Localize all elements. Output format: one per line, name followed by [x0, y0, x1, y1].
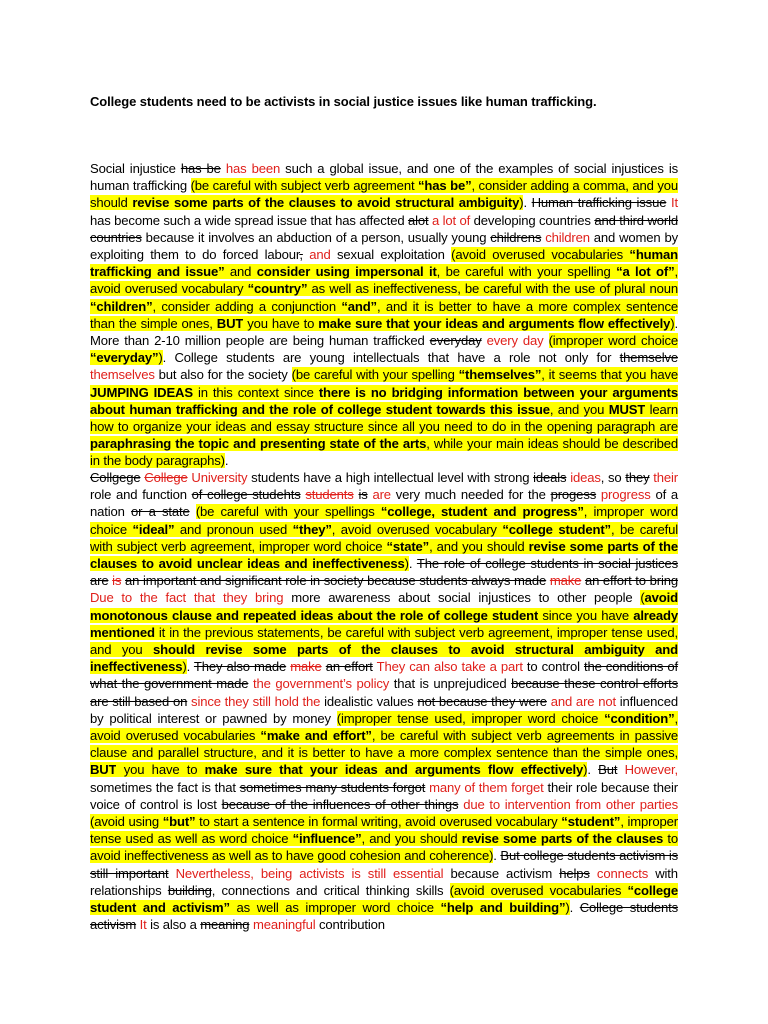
- feedback-comment: (improper tense used, improper word choice: [336, 710, 605, 726]
- feedback-emphasis: “human trafficking and issue”: [90, 247, 678, 280]
- feedback-comment: it in the previous statements, be careful with subject verb agreement, improper tense used, and you: [90, 624, 678, 658]
- deleted-text: childrens: [490, 229, 542, 245]
- body-text: very much needed for the: [390, 487, 551, 503]
- body-text: because activism: [443, 865, 560, 881]
- feedback-comment: , and you should: [429, 538, 529, 554]
- inserted-text: has been: [225, 161, 281, 176]
- feedback-comment: you have to: [116, 762, 205, 778]
- feedback-comment: you have to: [243, 315, 319, 331]
- body-text: that is unprejudiced: [389, 676, 512, 692]
- feedback-comment: in this context since: [192, 384, 319, 400]
- inserted-text: since they still hold the: [191, 693, 321, 709]
- deleted-text: sometimes many students forgot: [239, 779, 426, 795]
- deleted-text: helps: [559, 865, 590, 881]
- body-text: [544, 333, 549, 348]
- feedback-comment: and: [224, 264, 257, 280]
- inserted-text: the government’s policy: [253, 676, 390, 692]
- deleted-text: But college students activism is still important: [90, 848, 678, 881]
- body-text: students have a high intellectual level with strong: [247, 470, 534, 485]
- inserted-text: Nevertheless, being activists is still essential: [175, 865, 444, 881]
- feedback-comment: ): [670, 315, 675, 331]
- feedback-emphasis: “help and building”: [440, 900, 566, 916]
- feedback-comment: as well as improper word choice: [229, 900, 441, 916]
- body-text: .: [569, 900, 580, 916]
- feedback-comment: (be careful with your spellings: [195, 504, 381, 520]
- feedback-emphasis: “a lot of”: [616, 264, 675, 280]
- deleted-text: because of the influences of other things: [221, 796, 459, 812]
- deleted-text: of college studehts: [191, 487, 301, 503]
- deleted-text: is: [358, 487, 368, 503]
- deleted-text: College students activism: [90, 900, 679, 933]
- inserted-text: They can also take a part: [376, 659, 523, 675]
- feedback-comment: to avoid ineffectiveness as well as to have good cohesion and coherence): [90, 831, 678, 864]
- deleted-text: or a state: [131, 504, 190, 520]
- feedback-emphasis: avoid monotonous clause and repeated ideas about the role of college student: [90, 590, 678, 623]
- feedback-comment: , improper word choice: [90, 504, 678, 537]
- feedback-emphasis: make sure that your ideas and arguments flow effectively: [318, 315, 671, 331]
- body-text: sometimes the fact is that: [90, 779, 240, 795]
- body-text: influenced by political interest or pawned by money: [90, 693, 678, 726]
- inserted-text: their: [653, 470, 679, 485]
- feedback-comment: (avoid overused vocabularies: [451, 247, 630, 263]
- deleted-text: and third world countries: [90, 212, 678, 245]
- inserted-text: children: [545, 229, 590, 245]
- inserted-text: Due to the fact that they bring: [90, 590, 284, 606]
- feedback-emphasis: paraphrasing the topic and presenting state of the arts: [90, 436, 427, 452]
- feedback-comment: ): [565, 900, 570, 916]
- body-text: more awareness about social injustices to other people: [283, 590, 641, 606]
- feedback-emphasis: revise some parts of the clauses to avoid structural ambiguity: [132, 195, 520, 211]
- deleted-text: But: [598, 762, 618, 778]
- body-text: role and function: [90, 487, 192, 503]
- deleted-text: progess: [550, 487, 597, 503]
- deleted-text: ideals: [533, 470, 567, 485]
- deleted-text: They also made: [193, 659, 287, 675]
- feedback-emphasis: “but”: [162, 814, 196, 830]
- body-text: with relationships: [90, 865, 678, 898]
- body-text: [590, 866, 597, 881]
- feedback-emphasis: MUST: [608, 401, 646, 417]
- feedback-emphasis: revise some parts of the clauses to avoid unclear ideas and ineffectiveness: [90, 538, 678, 572]
- body-text: [617, 762, 624, 777]
- feedback-comment: , and it is better to have a more complex sentence than the simple ones,: [90, 298, 678, 331]
- deleted-text: because these control efforts are still based on: [90, 676, 678, 709]
- feedback-comment: ): [182, 659, 187, 675]
- feedback-comment: learn how to organize your ideas and essay structure since all you need to do in the opening paragraph are: [90, 401, 679, 435]
- deleted-text: everyday: [429, 333, 482, 349]
- deleted-text: has be: [180, 161, 221, 176]
- feedback-emphasis: “children”: [90, 298, 153, 314]
- body-text: , so: [600, 470, 626, 485]
- inserted-text: every day: [486, 333, 544, 349]
- body-text: and women by exploiting them to do forced labour: [90, 229, 678, 263]
- feedback-comment: , consider adding a comma, and you should: [90, 178, 678, 211]
- deleted-text: they: [625, 470, 650, 485]
- deleted-text: meaning: [200, 917, 250, 933]
- deleted-text: the conditions of what the government made: [90, 659, 678, 692]
- deleted-text: an effort: [325, 659, 373, 675]
- body-text: developing countries: [470, 212, 595, 228]
- inserted-text: It: [139, 917, 147, 933]
- feedback-comment: (avoid overused vocabularies: [449, 882, 628, 898]
- inserted-text: University: [191, 470, 248, 485]
- paragraph-1: [90, 160, 678, 470]
- inserted-text: It: [671, 195, 679, 211]
- feedback-emphasis: “and”: [341, 298, 377, 314]
- body-text: .: [523, 195, 532, 211]
- feedback-comment: ): [519, 195, 524, 211]
- body-text: [190, 504, 196, 519]
- feedback-emphasis: “ideal”: [132, 521, 175, 537]
- body-text: , connections and critical thinking skills: [211, 882, 450, 898]
- deleted-text: Human trafficking issue: [531, 195, 667, 211]
- feedback-emphasis: “student”: [561, 814, 621, 830]
- inserted-text: progress: [600, 487, 651, 503]
- inserted-text: many of them forget: [429, 779, 544, 795]
- feedback-comment: (: [640, 590, 645, 606]
- feedback-emphasis: revise some parts of the clauses: [461, 831, 664, 847]
- feedback-emphasis: should revise some parts of the clauses to avoid structural ambiguity and ineffectiveness: [90, 642, 678, 675]
- feedback-comment: , while your main ideas should be described in the body paragraphs): [90, 436, 678, 469]
- body-text: to control: [522, 659, 584, 675]
- feedback-comment: , be careful with subject verb agreements in passive clause and parallel structure, and it is better to have a more complex sentence than the simple ones,: [90, 728, 679, 761]
- inserted-text: connects: [596, 865, 649, 881]
- deleted-inserted-text: make: [290, 659, 322, 675]
- feedback-comment: , consider adding a conjunction: [152, 298, 342, 314]
- body-text: sexual exploitation: [330, 247, 452, 263]
- feedback-emphasis: “everyday”: [90, 350, 159, 366]
- deleted-inserted-text: College: [144, 470, 188, 485]
- feedback-emphasis: “influence”: [292, 831, 362, 847]
- body-text: their role because their voice of control is lost: [90, 779, 679, 812]
- feedback-emphasis: “make and effort”: [260, 728, 372, 744]
- inserted-text: a lot of: [432, 212, 471, 228]
- deleted-inserted-text: students: [305, 487, 354, 503]
- feedback-comment: ): [583, 762, 588, 778]
- body-text: contribution: [315, 917, 385, 933]
- deleted-text: alot: [407, 212, 429, 228]
- feedback-comment: , be careful with your spelling: [436, 264, 617, 280]
- body-text: idealistic values: [320, 693, 418, 709]
- deleted-text: an effort to bring: [584, 573, 678, 589]
- deleted-text: The role of college students in social justices are: [90, 556, 678, 589]
- body-text: .: [224, 453, 229, 469]
- inserted-text: ideas: [570, 470, 601, 485]
- feedback-comment: and pronoun used: [174, 521, 293, 537]
- deleted-text: not because they were: [417, 693, 547, 709]
- body-text: .: [408, 556, 417, 572]
- feedback-comment: ): [404, 556, 409, 572]
- feedback-emphasis: “college, student and progress”: [380, 504, 584, 520]
- feedback-comment: (be careful with your spelling: [291, 367, 459, 383]
- feedback-comment: , avoid overused vocabularies: [90, 710, 678, 744]
- feedback-comment: , avoid overused vocabulary: [331, 521, 503, 537]
- body-text: .: [186, 659, 194, 675]
- body-text: because it involves an abduction of a person, usually young: [141, 229, 491, 245]
- feedback-comment: since you have: [538, 607, 634, 623]
- feedback-emphasis: consider using impersonal it: [256, 264, 437, 280]
- body-text: .: [587, 762, 599, 778]
- inserted-text: meaningful: [252, 917, 316, 933]
- feedback-emphasis: “condition”: [604, 710, 675, 726]
- feedback-comment: to start a sentence in formal writing, avoid overused vocabulary: [195, 814, 562, 830]
- feedback-emphasis: “has be”: [418, 178, 472, 194]
- feedback-emphasis: make sure that your ideas and arguments flow effectively: [204, 762, 584, 778]
- deleted-text: an important and significant role in society because students always made: [125, 573, 547, 589]
- feedback-emphasis: “college student”: [502, 521, 611, 537]
- body-text: .: [493, 848, 501, 864]
- body-text: [169, 866, 176, 881]
- feedback-emphasis: “they”: [292, 521, 332, 537]
- deleted-text: ,: [299, 247, 303, 263]
- body-text: . College students are young intellectuals that have a role not only for: [162, 350, 620, 366]
- deleted-text: building: [167, 882, 212, 898]
- inserted-text: However,: [624, 762, 678, 778]
- feedback-comment: (be careful with subject verb agreement: [190, 178, 419, 194]
- inserted-text: and: [309, 247, 331, 263]
- inserted-text: are: [372, 487, 391, 503]
- body-text: has become such a wide spread issue that has affected: [90, 212, 408, 228]
- deleted-text: Collgege: [90, 470, 141, 485]
- body-text: of a nation: [90, 487, 678, 520]
- feedback-emphasis: BUT: [90, 762, 117, 778]
- feedback-comment: (improper word choice: [548, 333, 678, 349]
- feedback-comment: , it seems that you have: [541, 367, 678, 383]
- body-text: such a global issue, and one of the examples of social injustices is human trafficking: [90, 161, 679, 194]
- inserted-text: and are not: [550, 693, 616, 709]
- feedback-comment: , and you should: [361, 831, 462, 847]
- feedback-comment: , avoid overused vocabulary: [90, 264, 678, 297]
- feedback-emphasis: “themselves”: [458, 367, 542, 383]
- feedback-emphasis: “college student and activism”: [90, 882, 678, 916]
- feedback-emphasis: “state”: [386, 538, 430, 554]
- body-text: . More than 2-10 million people are being human trafficked: [90, 315, 678, 349]
- feedback-emphasis: JUMPING IDEAS: [90, 384, 193, 400]
- feedback-comment: , and you: [549, 401, 609, 417]
- deleted-inserted-text: is: [112, 573, 122, 589]
- paragraph-2: [90, 469, 678, 933]
- inserted-text: due to intervention from other parties: [463, 796, 678, 812]
- inserted-text: themselves: [90, 367, 155, 383]
- feedback-emphasis: BUT: [216, 315, 244, 331]
- feedback-comment: , improper tense used as well as word choice: [90, 814, 678, 847]
- deleted-text: themselve: [619, 350, 678, 366]
- feedback-comment: as well as ineffectiveness, be careful with the use of plural noun: [307, 281, 678, 297]
- body-text: but also for the society: [154, 367, 292, 383]
- feedback-comment: ): [158, 350, 163, 366]
- feedback-emphasis: already mentioned: [90, 607, 678, 640]
- feedback-emphasis: “country”: [247, 281, 308, 297]
- deleted-inserted-text: make: [549, 573, 582, 589]
- body-text: Social injustice: [90, 161, 181, 176]
- body-text: is also a: [146, 917, 201, 933]
- feedback-comment: , be careful with subject verb agreement, improper word choice: [90, 521, 678, 554]
- feedback-emphasis: there is no bridging information between your arguments about human trafficking and the role of college student towards this issue: [90, 384, 678, 417]
- document-title: College students need to be activists in social justice issues like human trafficking.: [90, 94, 597, 109]
- feedback-comment: (avoid using: [90, 814, 163, 830]
